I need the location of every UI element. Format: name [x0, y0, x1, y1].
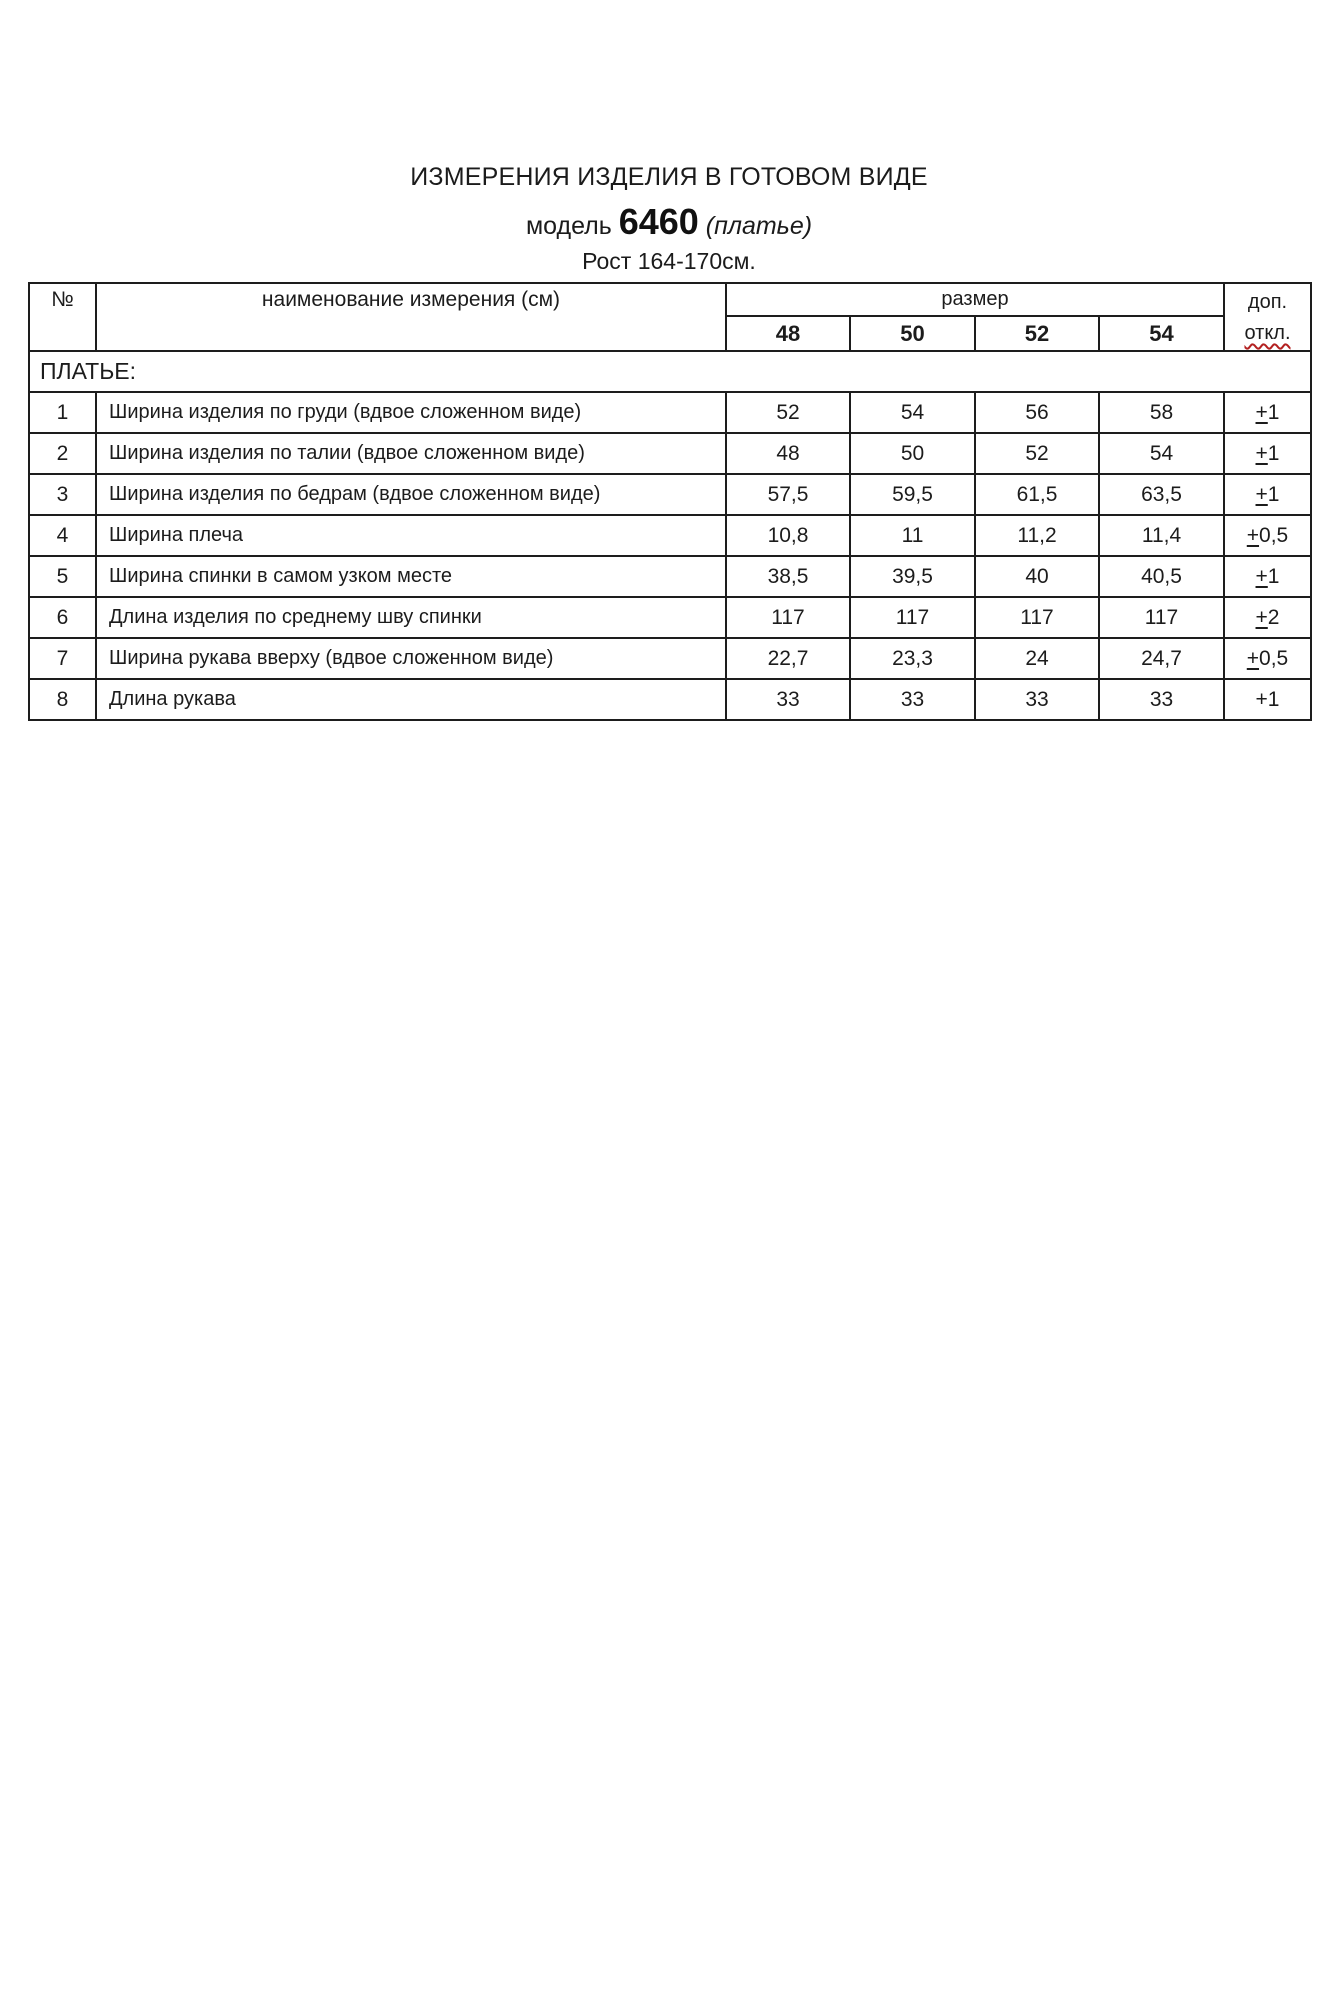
- column-header-size-54: 54: [1099, 316, 1224, 351]
- measurement-name: Длина изделия по среднему шву спинки: [96, 597, 726, 638]
- value-size-52: 24: [975, 638, 1099, 679]
- table-row: [29, 433, 1311, 474]
- tolerance-number: 2: [1267, 605, 1280, 629]
- height-range: Рост 164-170см.: [582, 248, 756, 274]
- tolerance-number: 1: [1267, 400, 1280, 424]
- column-header-size-52: 52: [975, 316, 1099, 351]
- value-size-52: 56: [975, 392, 1099, 433]
- value-size-48: 57,5: [726, 474, 850, 515]
- tolerance-number: 1: [1267, 441, 1280, 465]
- table-row: [29, 638, 1311, 679]
- tolerance-value: [1224, 679, 1311, 720]
- model-number: 6460: [618, 201, 699, 242]
- value-size-50: 39,5: [850, 556, 975, 597]
- tolerance-header-line1: доп.: [1247, 291, 1288, 313]
- value-size-52: 52: [975, 433, 1099, 474]
- value-size-50: 33: [850, 679, 975, 720]
- measurements-table: [28, 282, 1312, 721]
- tolerance-value: [1224, 515, 1311, 556]
- measurement-name: Ширина спинки в самом узком месте: [96, 556, 726, 597]
- value-size-48: 48: [726, 433, 850, 474]
- tolerance-number: 1: [1267, 564, 1280, 588]
- page-title: ИЗМЕРЕНИЯ ИЗДЕЛИЯ В ГОТОВОМ ВИДЕ: [410, 163, 928, 191]
- table-row: [29, 474, 1311, 515]
- column-header-measurement-name: наименование измерения (см): [96, 283, 726, 351]
- document-header: [28, 0, 1310, 275]
- value-size-52: 117: [975, 597, 1099, 638]
- table-row: [29, 597, 1311, 638]
- value-size-50: 11: [850, 515, 975, 556]
- tolerance-sign: +: [1255, 482, 1268, 506]
- table-row: [29, 392, 1311, 433]
- value-size-50: 23,3: [850, 638, 975, 679]
- section-row: [29, 351, 1311, 392]
- tolerance-sign: +: [1255, 564, 1268, 588]
- tolerance-value: [1224, 392, 1311, 433]
- row-number: 4: [29, 515, 96, 556]
- tolerance-number: 1: [1267, 687, 1280, 711]
- tolerance-number: 0,5: [1259, 523, 1289, 547]
- table-row: [29, 556, 1311, 597]
- model-type: (платье): [698, 212, 813, 240]
- value-size-54: 33: [1099, 679, 1224, 720]
- measurement-name: Ширина рукава вверху (вдвое сложенном виде): [96, 638, 726, 679]
- value-size-54: 24,7: [1099, 638, 1224, 679]
- value-size-48: 10,8: [726, 515, 850, 556]
- tolerance-value: [1224, 433, 1311, 474]
- tolerance-header-line2: откл.: [1244, 322, 1291, 344]
- tolerance-value: [1224, 556, 1311, 597]
- value-size-48: 52: [726, 392, 850, 433]
- model-label: модель: [525, 212, 619, 240]
- value-size-54: 11,4: [1099, 515, 1224, 556]
- table-body: [29, 351, 1311, 720]
- measurement-name: Ширина изделия по талии (вдвое сложенном виде): [96, 433, 726, 474]
- tolerance-number: 1: [1267, 482, 1280, 506]
- measurement-name: Ширина плеча: [96, 515, 726, 556]
- value-size-52: 33: [975, 679, 1099, 720]
- value-size-54: 40,5: [1099, 556, 1224, 597]
- measurement-name: Длина рукава: [96, 679, 726, 720]
- value-size-52: 11,2: [975, 515, 1099, 556]
- tolerance-sign: +: [1246, 523, 1260, 547]
- tolerance-sign: +: [1255, 441, 1268, 465]
- tolerance-sign: +: [1255, 687, 1268, 711]
- value-size-50: 50: [850, 433, 975, 474]
- value-size-48: 22,7: [726, 638, 850, 679]
- row-number: 7: [29, 638, 96, 679]
- row-number: 8: [29, 679, 96, 720]
- value-size-50: 117: [850, 597, 975, 638]
- measurement-name: Ширина изделия по бедрам (вдвое сложенном виде): [96, 474, 726, 515]
- value-size-48: 33: [726, 679, 850, 720]
- row-number: 6: [29, 597, 96, 638]
- value-size-54: 117: [1099, 597, 1224, 638]
- tolerance-value: [1224, 597, 1311, 638]
- column-header-number: №: [29, 283, 96, 351]
- tolerance-value: [1224, 638, 1311, 679]
- value-size-50: 59,5: [850, 474, 975, 515]
- column-header-size-48: 48: [726, 316, 850, 351]
- value-size-50: 54: [850, 392, 975, 433]
- tolerance-value: [1224, 474, 1311, 515]
- value-size-48: 38,5: [726, 556, 850, 597]
- value-size-48: 117: [726, 597, 850, 638]
- section-label: ПЛАТЬЕ:: [29, 351, 1311, 392]
- column-header-size-group: размер: [726, 283, 1224, 316]
- table-row: [29, 679, 1311, 720]
- tolerance-sign: +: [1255, 605, 1268, 629]
- column-header-size-50: 50: [850, 316, 975, 351]
- value-size-54: 58: [1099, 392, 1224, 433]
- model-line: [28, 201, 1310, 243]
- column-header-tolerance: [1224, 283, 1311, 351]
- row-number: 2: [29, 433, 96, 474]
- row-number: 3: [29, 474, 96, 515]
- value-size-54: 63,5: [1099, 474, 1224, 515]
- tolerance-sign: +: [1255, 400, 1268, 424]
- value-size-52: 40: [975, 556, 1099, 597]
- measurement-name: Ширина изделия по груди (вдвое сложенном виде): [96, 392, 726, 433]
- tolerance-number: 0,5: [1259, 646, 1289, 670]
- tolerance-sign: +: [1246, 646, 1260, 670]
- value-size-54: 54: [1099, 433, 1224, 474]
- table-row: [29, 515, 1311, 556]
- row-number: 1: [29, 392, 96, 433]
- value-size-52: 61,5: [975, 474, 1099, 515]
- row-number: 5: [29, 556, 96, 597]
